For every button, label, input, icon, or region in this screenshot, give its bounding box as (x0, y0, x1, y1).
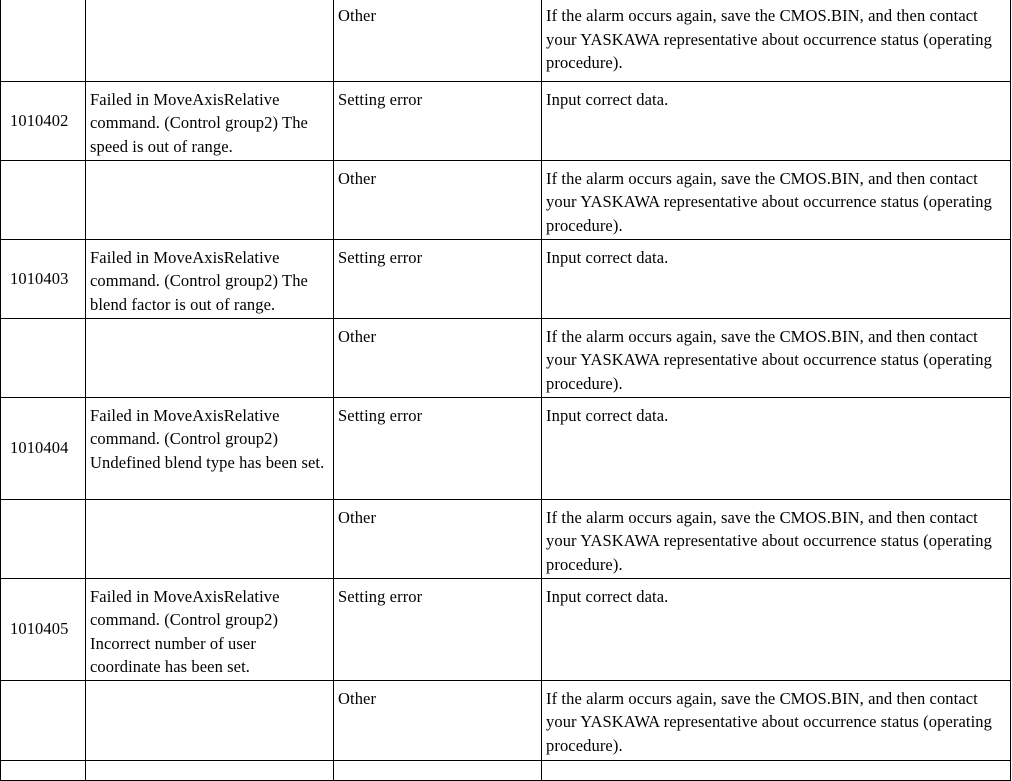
empty-cell (1, 760, 86, 780)
alarm-meaning-cell: Failed in MoveAxisRelative command. (Control group2) The blend factor is out of range. (86, 239, 334, 318)
empty-cell (542, 760, 1011, 780)
cause-cell: Setting error (334, 239, 542, 318)
alarm-meaning-cell: Failed in MoveAxisRelative command. (Control group2) Undefined blend type has been set. (86, 397, 334, 499)
table-row (1, 81, 1011, 160)
alarm-code-cell (1, 318, 86, 397)
alarm-code-cell (1, 499, 86, 578)
table-row (1, 499, 1011, 578)
table-row (1, 760, 1011, 780)
alarm-code-cell: 1010404 (1, 397, 86, 499)
alarm-code-cell: 1010403 (1, 239, 86, 318)
remedy-cell: Input correct data. (542, 397, 1011, 499)
remedy-cell: Input correct data. (542, 81, 1011, 160)
remedy-cell: If the alarm occurs again, save the CMOS.BIN, and then contact your YASKAWA representative about occurrence status (operating procedure). (542, 318, 1011, 397)
alarm-meaning-cell (86, 680, 334, 760)
remedy-cell: If the alarm occurs again, save the CMOS.BIN, and then contact your YASKAWA representative about occurrence status (operating procedure). (542, 0, 1011, 81)
empty-cell (86, 760, 334, 780)
empty-cell (334, 760, 542, 780)
table-row (1, 578, 1011, 680)
cause-cell: Setting error (334, 397, 542, 499)
table-row (1, 397, 1011, 499)
alarm-code-cell: 1010405 (1, 578, 86, 680)
cause-cell: Other (334, 160, 542, 239)
alarm-meaning-cell: Failed in MoveAxisRelative command. (Control group2) Incorrect number of user coordinate has been set. (86, 578, 334, 680)
cause-cell: Other (334, 318, 542, 397)
remedy-cell: Input correct data. (542, 239, 1011, 318)
alarm-code-cell: 1010402 (1, 81, 86, 160)
cause-cell: Setting error (334, 578, 542, 680)
alarm-code-cell (1, 160, 86, 239)
cause-cell: Other (334, 499, 542, 578)
alarm-meaning-cell (86, 499, 334, 578)
remedy-cell: Input correct data. (542, 578, 1011, 680)
remedy-cell: If the alarm occurs again, save the CMOS.BIN, and then contact your YASKAWA representative about occurrence status (operating procedure). (542, 680, 1011, 760)
remedy-cell: If the alarm occurs again, save the CMOS.BIN, and then contact your YASKAWA representative about occurrence status (operating procedure). (542, 160, 1011, 239)
cause-cell: Other (334, 0, 542, 81)
table-row (1, 0, 1011, 81)
alarm-meaning-cell (86, 160, 334, 239)
table-row (1, 239, 1011, 318)
table-row (1, 160, 1011, 239)
table-row (1, 680, 1011, 760)
alarm-code-cell (1, 680, 86, 760)
cause-cell: Other (334, 680, 542, 760)
remedy-cell: If the alarm occurs again, save the CMOS.BIN, and then contact your YASKAWA representative about occurrence status (operating procedure). (542, 499, 1011, 578)
alarm-meaning-cell (86, 318, 334, 397)
cause-cell: Setting error (334, 81, 542, 160)
alarm-meaning-cell: Failed in MoveAxisRelative command. (Control group2) The speed is out of range. (86, 81, 334, 160)
table-row (1, 318, 1011, 397)
alarm-meaning-cell (86, 0, 334, 81)
alarm-code-cell (1, 0, 86, 81)
